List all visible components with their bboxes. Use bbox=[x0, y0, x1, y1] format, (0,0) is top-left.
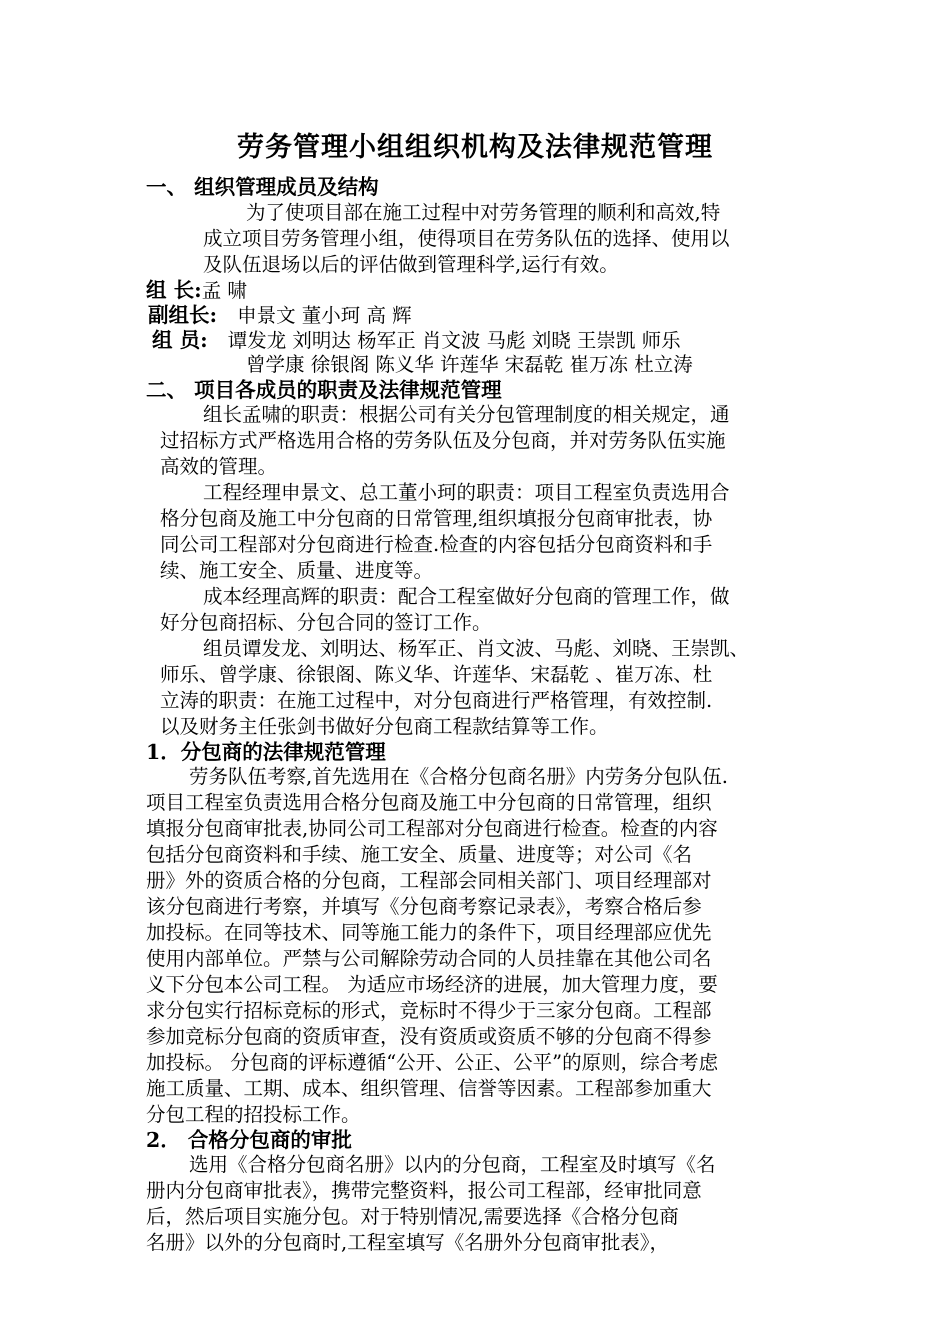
section1-intro-line-3: 及队伍退场以后的评估做到管理科学,运行有效。 bbox=[203, 253, 619, 276]
deputy-label: 副组长: bbox=[148, 303, 218, 327]
leader-row bbox=[146, 277, 247, 304]
sub1-line-3: 填报分包商审批表,协同公司工程部对分包商进行检查。检查的内容 bbox=[146, 817, 718, 840]
sub1-line-6: 该分包商进行考察，并填写《分包商考察记录表》，考察合格后参 bbox=[146, 895, 702, 918]
sub1-line-11: 参加竞标分包商的资质审查，没有资质或资质不够的分包商不得参 bbox=[146, 1025, 712, 1048]
sub1-line-2: 项目工程室负责选用合格分包商及施工中分包商的日常管理，组织 bbox=[146, 791, 712, 814]
sub2-line-4: 名册》以外的分包商时,工程室填写《名册外分包商审批表》， bbox=[146, 1231, 669, 1254]
sub1-line-4: 包括分包商资料和手续、施工安全、质量、进度等；对公司《名 bbox=[146, 843, 693, 866]
sub2-line-1: 选用《合格分包商名册》以内的分包商，工程室及时填写《名 bbox=[189, 1153, 716, 1176]
sub1-line-10: 求分包实行招标竞标的形式，竞标时不得少于三家分包商。工程部 bbox=[146, 999, 712, 1022]
sub2-heading: 2． 合格分包商的审批 bbox=[146, 1128, 352, 1152]
section2-line-2: 过招标方式严格选用合格的劳务队伍及分包商，并对劳务队伍实施 bbox=[160, 429, 726, 452]
sub1-line-9: 义下分包本公司工程。 为适应市场经济的进展，加大管理力度，要 bbox=[146, 973, 718, 996]
members-line-2: 曾学康 徐银阁 陈义华 许莲华 宋磊乾 崔万冻 杜立涛 bbox=[246, 353, 693, 376]
sub1-line-5: 册》外的资质合格的分包商，工程部会同相关部门、项目经理部对 bbox=[146, 869, 712, 892]
sub2-line-3: 后，然后项目实施分包。对于特别情况,需要选择《合格分包商 bbox=[146, 1205, 679, 1228]
section2-line-3: 高效的管理。 bbox=[160, 455, 278, 478]
section2-line-8: 成本经理高辉的职责：配合工程室做好分包商的管理工作，做 bbox=[203, 585, 730, 608]
sub1-line-1: 劳务队伍考察,首先选用在《合格分包商名册》内劳务分包队伍. bbox=[189, 765, 728, 788]
members-label: 组 员: bbox=[152, 328, 208, 352]
sub1-line-12: 加投标。 分包商的评标遵循“公开、公正、公平”的原则，综合考虑 bbox=[146, 1051, 719, 1074]
sub1-line-8: 使用内部单位。严禁与公司解除劳动合同的人员挂靠在其他公司名 bbox=[146, 947, 712, 970]
members-row bbox=[152, 327, 681, 354]
section2-line-7: 续、施工安全、质量、进度等。 bbox=[160, 559, 434, 582]
deputy-row bbox=[148, 302, 412, 329]
section2-line-1: 组长孟啸的职责：根据公司有关分包管理制度的相关规定，通 bbox=[203, 403, 730, 426]
sub1-line-14: 分包工程的招投标工作。 bbox=[146, 1103, 361, 1126]
sub2-line-2: 册内分包商审批表》，携带完整资料，报公司工程部，经审批同意 bbox=[146, 1179, 702, 1202]
sub1-line-7: 加投标。在同等技术、同等施工能力的条件下，项目经理部应优先 bbox=[146, 921, 712, 944]
leader-value: 孟 啸 bbox=[201, 279, 247, 302]
section2-line-12: 立涛的职责：在施工过程中，对分包商进行严格管理，有效控制. bbox=[160, 689, 713, 712]
section2-line-10: 组员谭发龙、刘明达、杨军正、肖文波、马彪、刘晓、王崇凯、 bbox=[203, 637, 750, 660]
sub1-line-13: 施工质量、工期、成本、组织管理、信誉等因素。工程部参加重大 bbox=[146, 1077, 712, 1100]
members-line-1: 谭发龙 刘明达 杨军正 肖文波 马彪 刘晓 王崇凯 师乐 bbox=[227, 329, 681, 352]
section2-line-9: 好分包商招标、分包合同的签订工作。 bbox=[160, 611, 492, 634]
section1-heading: 一、 组织管理成员及结构 bbox=[146, 175, 379, 199]
document-title: 劳务管理小组组织机构及法律规范管理 bbox=[237, 132, 713, 163]
section2-line-6: 同公司工程部对分包商进行检查.检查的内容包括分包商资料和手 bbox=[160, 533, 713, 556]
section2-line-11: 师乐、曾学康、徐银阁、陈义华、许莲华、宋磊乾 、崔万冻、杜 bbox=[160, 663, 713, 686]
leader-label: 组 长: bbox=[146, 278, 202, 302]
sub1-heading: 1．分包商的法律规范管理 bbox=[146, 740, 386, 764]
section2-line-4: 工程经理申景文、总工董小珂的职责：项目工程室负责选用合 bbox=[203, 481, 730, 504]
section2-line-5: 格分包商及施工中分包商的日常管理,组织填报分包商审批表，协 bbox=[160, 507, 713, 530]
section1-intro-line-1: 为了使项目部在施工过程中对劳务管理的顺利和高效,特 bbox=[246, 201, 721, 224]
deputy-value: 申景文 董小珂 高 辉 bbox=[237, 304, 412, 327]
section2-heading: 二、 项目各成员的职责及法律规范管理 bbox=[146, 378, 502, 402]
section1-intro-line-2: 成立项目劳务管理小组，使得项目在劳务队伍的选择、使用以 bbox=[203, 227, 730, 250]
section2-line-13: 以及财务主任张剑书做好分包商工程款结算等工作。 bbox=[160, 715, 609, 738]
